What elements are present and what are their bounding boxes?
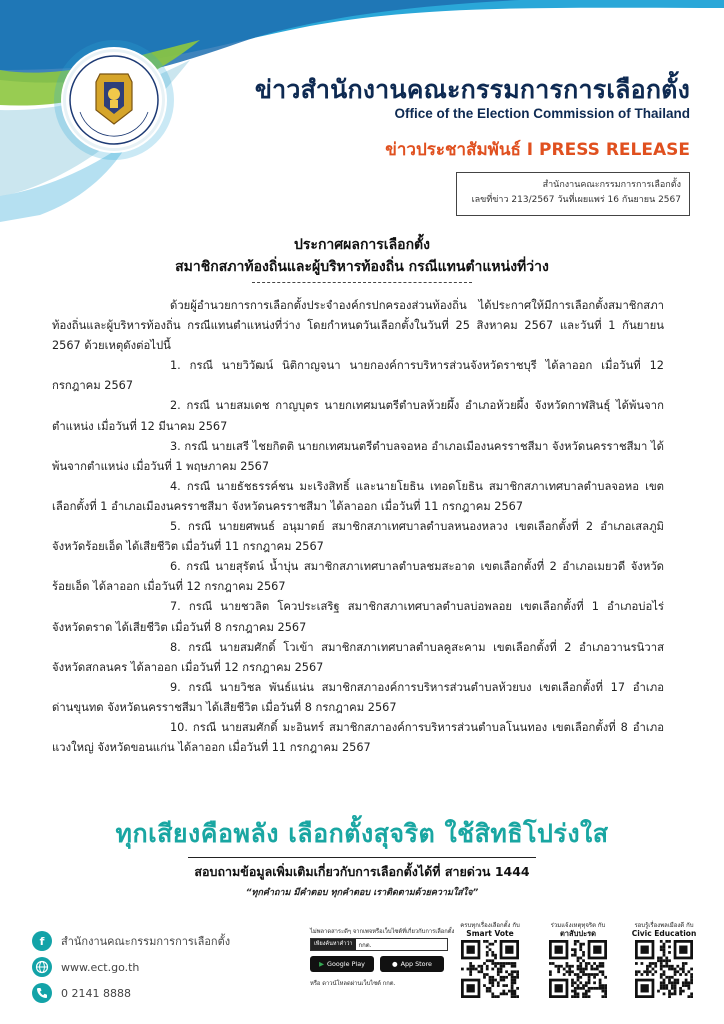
website-text: www.ect.go.th (61, 960, 140, 974)
phone-text: 0 2141 8888 (61, 986, 131, 1000)
qr-code-icon[interactable] (549, 940, 607, 998)
list-item: 3. กรณี นายเสรี ไชยกิตติ นายกเทศมนตรีตำบลจอหอ อำเภอเมืองนครราชสีมา จังหวัดนครราชสีมา ได้พ้นจากตำแหน่ง เมื่อวันที่ 1 พฤษภาคม 2567 (52, 439, 664, 473)
google-play-button[interactable] (310, 956, 374, 972)
list-item: 8. กรณี นายสมศักดิ์ โวเข้า สมาชิกสภาเทศบาลตำบลคูสะคาม เขตเลือกตั้งที่ 2 อำเภอวานรนิวาส จังหวัดสกลนคร ได้ลาออก เมื่อวันที่ 12 กรกฎาคม 2567 (52, 640, 664, 674)
facebook-contact[interactable] (32, 930, 230, 952)
list-item: 2. กรณี นายสมเดช กาญบุตร นายกเทศมนตรีตำบลห้วยผึ้ง อำเภอห้วยผึ้ง จังหวัดกาฬสินธุ์ ได้พ้นจากตำแหน่ง เมื่อวันที่ 12 มีนาคม 2567 (52, 399, 664, 433)
qr-title: Smart Vote (466, 929, 514, 938)
search-value: กกต. (358, 941, 372, 949)
campaign-slogan: ทุกเสียงคือพลัง เลือกตั้งสุจริต ใช้สิทธิโปร่งใส (115, 819, 609, 848)
reference-office: สำนักงานคณะกรรมการการเลือกตั้ง (542, 180, 681, 190)
intro-paragraph: ด้วยผู้อำนวยการการเลือกตั้งประจำองค์กรปกครองส่วนท้องถิ่น ได้ประกาศให้มีการเลือกตั้งสมาชิกสภาท้องถิ่นและผู้บริหารท้องถิ่น กรณีแทนตำแหน่งที่ว่าง โดยกำหนดวันเลือกตั้งในวันที่ 25 สิงหาคม 2567 และวันที่ 1 กันยายน 2567 ด้วยเหตุดังต่อไปนี้ (52, 299, 664, 353)
app-store-label: App Store (400, 960, 432, 968)
qr-code-icon[interactable] (635, 940, 693, 998)
list-item: 6. กรณี นายสุรัตน์ น้ำบุ่น สมาชิกสภาเทศบาลตำบลชมสะอาด เขตเลือกตั้งที่ 2 อำเภอเมยวดี จังหวัดร้อยเอ็ด ได้ลาออก เมื่อวันที่ 12 กรกฎาคม 2567 (52, 560, 664, 594)
facebook-icon: f (32, 931, 52, 951)
qr-caption: ครบทุกเรื่องเลือกตั้ง กับ (460, 922, 520, 929)
apple-icon: ● (392, 960, 398, 968)
app-hint-text: ไม่พลาดสาระดีๆ จากเพจหรือเว็บไซต์ที่เกี่ยวกับการเลือกตั้ง (310, 929, 455, 935)
phone-contact[interactable] (32, 982, 131, 1004)
qr-title: ตาสับปะรด (559, 929, 597, 938)
office-title-english: Office of the Election Commission of Thailand (394, 106, 690, 121)
qr-block-smart-vote (452, 922, 528, 1002)
office-title-thai: ข่าวสำนักงานคณะกรรมการการเลือกตั้ง (254, 75, 690, 104)
list-item: 10. กรณี นายสมศักดิ์ มะอินทร์ สมาชิกสภาองค์การบริหารส่วนตำบลโนนทอง เขตเลือกตั้งที่ 8 อำเภอแวงใหญ่ จังหวัดขอนแก่น ได้ลาออก เมื่อวันที่ 11 กรกฎาคม 2567 (52, 720, 664, 755)
news-reference-box (456, 172, 690, 216)
announcement-subheading: สมาชิกสภาท้องถิ่นและผู้บริหารท้องถิ่น กรณีแทนตำแหน่งที่ว่าง (175, 259, 549, 275)
press-release-label: ข่าวประชาสัมพันธ์ I PRESS RELEASE (385, 140, 690, 160)
announcement-heading: ประกาศผลการเลือกตั้ง (294, 237, 430, 253)
download-hint-text: หรือ ดาวน์โหลดผ่านเว็บไซต์ กกต. (310, 981, 396, 987)
website-contact[interactable] (32, 956, 139, 978)
list-item: 5. กรณี นายยศพนธ์ อนุมาตย์ สมาชิกสภาเทศบาลตำบลหนองหลวง เขตเลือกตั้งที่ 2 อำเภอเสลภูมิ จังหวัดร้อยเอ็ด ได้เสียชีวิต เมื่อวันที่ 11 กรกฎาคม 2567 (52, 520, 664, 554)
hotline-text: สอบถามข้อมูลเพิ่มเติมเกี่ยวกับการเลือกตั้งได้ที่ สายด่วน 1444 (194, 864, 530, 879)
qr-title: Civic Education (631, 929, 697, 938)
search-keyword-box (310, 938, 448, 951)
qr-caption: ร่วมแจ้งเหตุทุจริต กับ (550, 922, 606, 929)
facebook-text: สำนักงานคณะกรรมการการเลือกตั้ง (61, 935, 231, 948)
qr-block-pineapple-eye (540, 922, 616, 1002)
phone-icon (32, 983, 52, 1003)
announcement-body (52, 296, 664, 758)
google-play-label: Google Play (327, 960, 365, 968)
list-item: 4. กรณี นายธัชธรรค์ชน มะเริงสิทธิ์ และนายโยธิน เทอดโยธิน สมาชิกสภาเทศบาลตำบลจอหอ เขตเลือกตั้งที่ 1 อำเภอเมืองนครราชสีมา จังหวัดนครราชสีมา ได้ลาออก เมื่อวันที่ 11 กรกฎาคม 2567 (52, 479, 664, 513)
hotline-quote: “ทุกคำถาม มีคำตอบ ทุกคำตอบ เราติดตามด้วยความใส่ใจ” (245, 888, 479, 898)
list-item: 9. กรณี นายวิชล พันธ์แน่น สมาชิกสภาองค์การบริหารส่วนตำบลห้วยบง เขตเลือกตั้งที่ 17 อำเภอด่านขุนทด จังหวัดนครราชสีมา ได้เสียชีวิต เมื่อวันที่ 8 กรกฎาคม 2567 (52, 680, 664, 714)
heading-separator (252, 282, 472, 283)
google-play-icon: ▶ (319, 960, 324, 968)
qr-caption: รอบรู้เรื่องพลเมืองดี กับ (634, 922, 694, 929)
app-store-button[interactable] (380, 956, 444, 972)
qr-block-civic-education (626, 922, 702, 1002)
list-item: 7. กรณี นายชวลิต โควประเสริฐ สมาชิกสภาเทศบาลตำบลบ่อพลอย เขตเลือกตั้งที่ 1 อำเภอบ่อไร่ จังหวัดตราด ได้เสียชีวิต เมื่อวันที่ 8 กรกฎาคม 2567 (52, 600, 664, 634)
hotline-rule (188, 857, 536, 858)
ect-logo (66, 52, 162, 148)
qr-code-icon[interactable] (461, 940, 519, 998)
list-item: 1. กรณี นายวิวัฒน์ นิติกาญจนา นายกองค์การบริหารส่วนจังหวัดราชบุรี ได้ลาออก เมื่อวันที่ 12 กรกฎาคม 2567 (52, 359, 664, 393)
globe-icon (32, 957, 52, 977)
search-label: เพียงค้นหาคำว่า (311, 939, 356, 950)
reference-number-date: เลขที่ข่าว 213/2567 วันที่เผยแพร่ 16 กันยายน 2567 (471, 195, 681, 205)
